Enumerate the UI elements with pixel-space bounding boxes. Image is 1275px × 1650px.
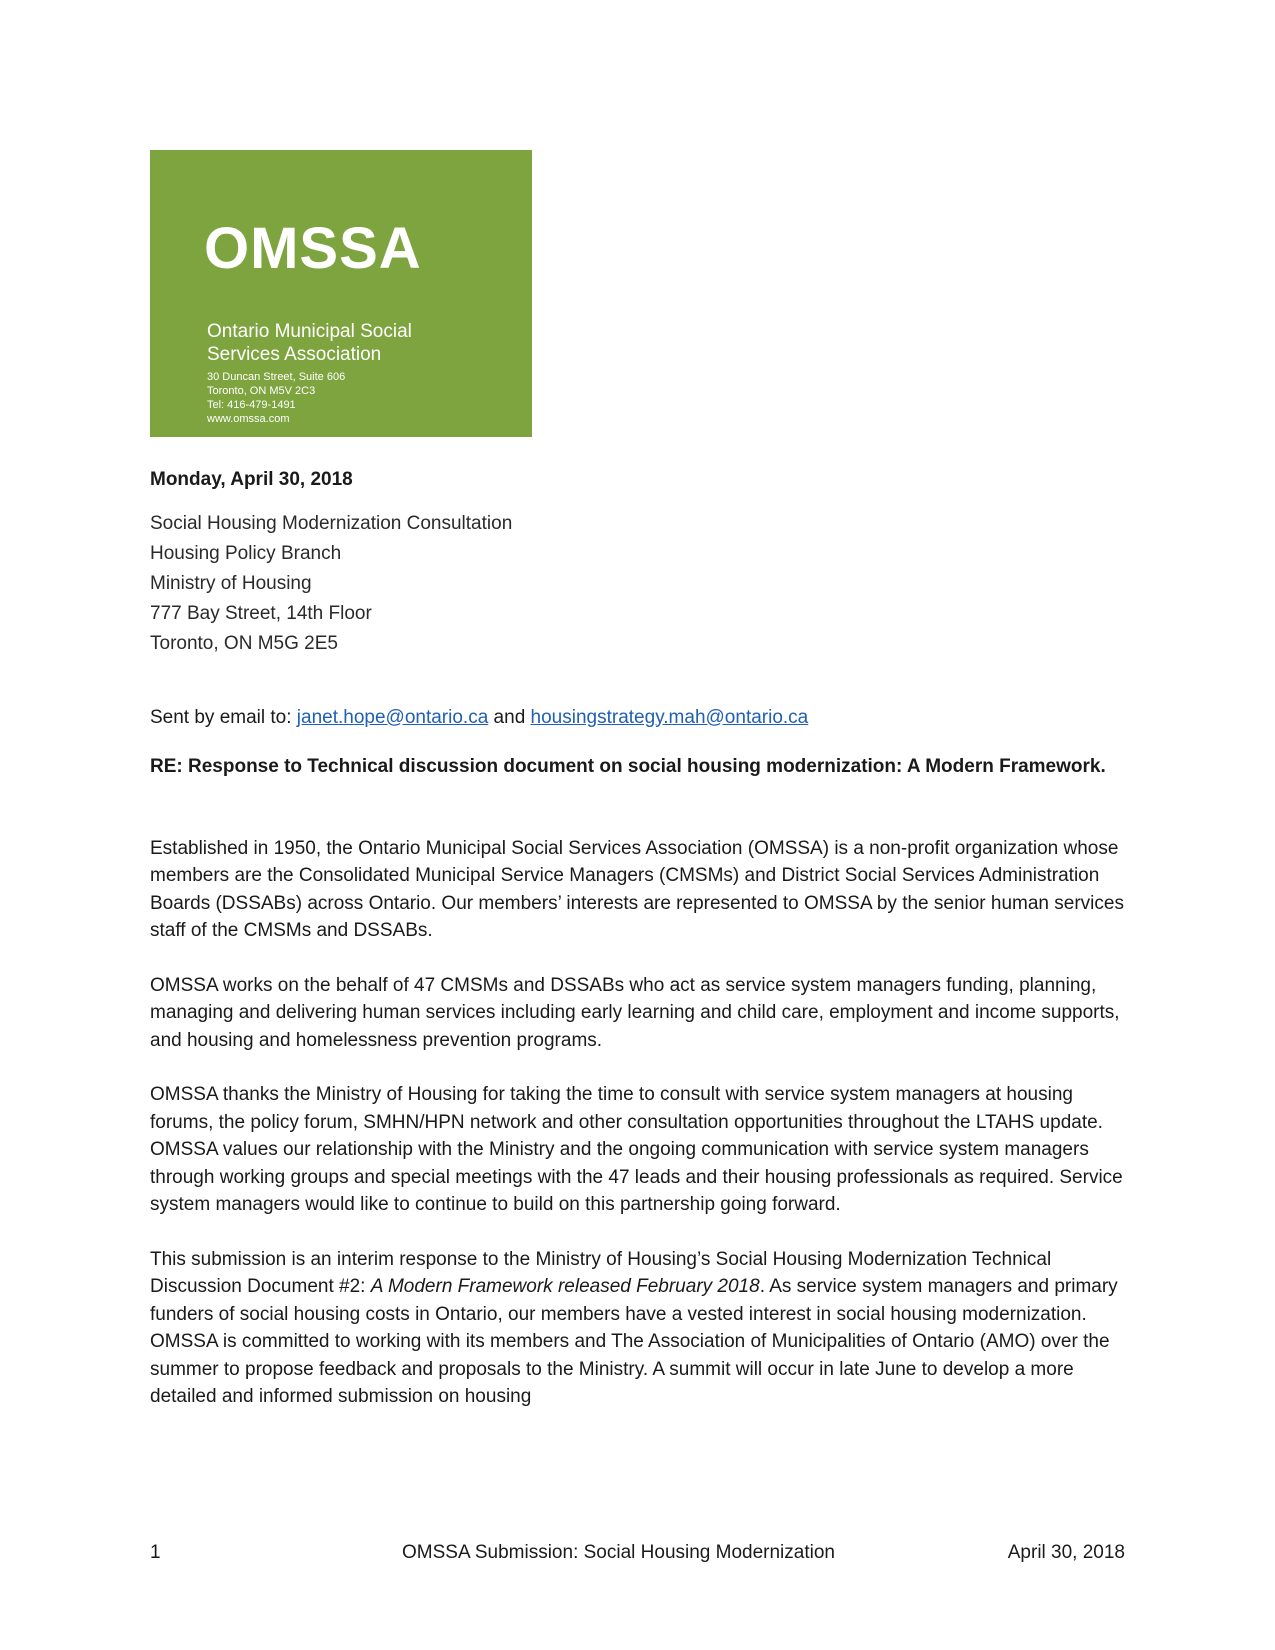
logo-address-line: 30 Duncan Street, Suite 606 (207, 371, 346, 383)
logo-brand: OMSSA (204, 216, 422, 281)
sent-prefix: Sent by email to: (150, 706, 297, 728)
logo-name-line1: Ontario Municipal Social (207, 321, 412, 342)
logo-name-line2: Services Association (207, 344, 382, 365)
letter-body (150, 466, 1125, 1438)
paragraph: OMSSA works on the behalf of 47 CMSMs and DSSABs who act as service system managers funding, planning, managing and delivering human services including early learning and child care, employment and income supports, and housing and homelessness prevention programs. (150, 974, 1120, 1051)
addressee-line: Ministry of Housing (150, 572, 312, 594)
sent-and: and (488, 706, 531, 728)
email-link-housingstrategy[interactable]: housingstrategy.mah@ontario.ca (530, 706, 809, 728)
logo-org-name (207, 320, 507, 366)
logo-address (207, 370, 345, 426)
paragraph: OMSSA thanks the Ministry of Housing for taking the time to consult with service system managers at housing forums, the policy forum, SMHN/HPN network and other consultation opportunities throughout the LTAHS update. OMSSA values our relationship with the Ministry and the ongoing communication with service system managers through working groups and special meetings with the 47 leads and their housing professionals as required. Service system managers would like to continue to build on this partnership going forward. (150, 1084, 1123, 1215)
page-number: 1 (150, 1542, 161, 1563)
omssa-logo (150, 150, 532, 437)
addressee-line: Toronto, ON M5G 2E5 (150, 632, 338, 654)
addressee-line: Housing Policy Branch (150, 542, 342, 564)
footer-date: April 30, 2018 (1007, 1542, 1125, 1563)
paragraph-text: . As service system managers and primary funders of social housing costs in Ontario, our members have a vested interest in social housing modernization. OMSSA is committed to working with its members and The Association of Municipalities of Ontario (AMO) over the summer to propose feedback and proposals to the Ministry. A summit will occur in late June to develop a more detailed and informed submission on housing (150, 1276, 1118, 1407)
email-link-janet[interactable]: janet.hope@ontario.ca (296, 706, 489, 728)
logo-address-line: Tel: 416-479-1491 (207, 399, 296, 411)
paragraph: Established in 1950, the Ontario Municipal Social Services Association (OMSSA) is a non-profit organization whose members are the Consolidated Municipal Service Managers (CMSMs) and District Social Services Administration Boards (DSSABs) across Ontario. Our members’ interests are represented to OMSSA by the senior human services staff of the CMSMs and DSSABs. (150, 837, 1124, 941)
sent-by-email (150, 704, 1125, 732)
re-subject: RE: Response to Technical discussion document on social housing modernization: A Modern Framework. (150, 756, 1106, 777)
paragraph-text: This submission is an interim response to the Ministry of Housing’s Social Housing Modernization Technical Discussion Document #2: (150, 1248, 1052, 1297)
addressee-block (150, 509, 1125, 659)
addressee-line: 777 Bay Street, 14th Floor (150, 602, 372, 624)
logo-address-line: Toronto, ON M5V 2C3 (207, 385, 316, 397)
addressee-line: Social Housing Modernization Consultation (150, 512, 513, 534)
logo-website: www.omssa.com (207, 413, 290, 425)
letter-date: Monday, April 30, 2018 (150, 469, 353, 490)
footer-title: OMSSA Submission: Social Housing Modernization (402, 1542, 835, 1563)
paragraph (150, 1246, 1125, 1411)
document-title-italic: A Modern Framework released February 2018 (370, 1276, 760, 1297)
